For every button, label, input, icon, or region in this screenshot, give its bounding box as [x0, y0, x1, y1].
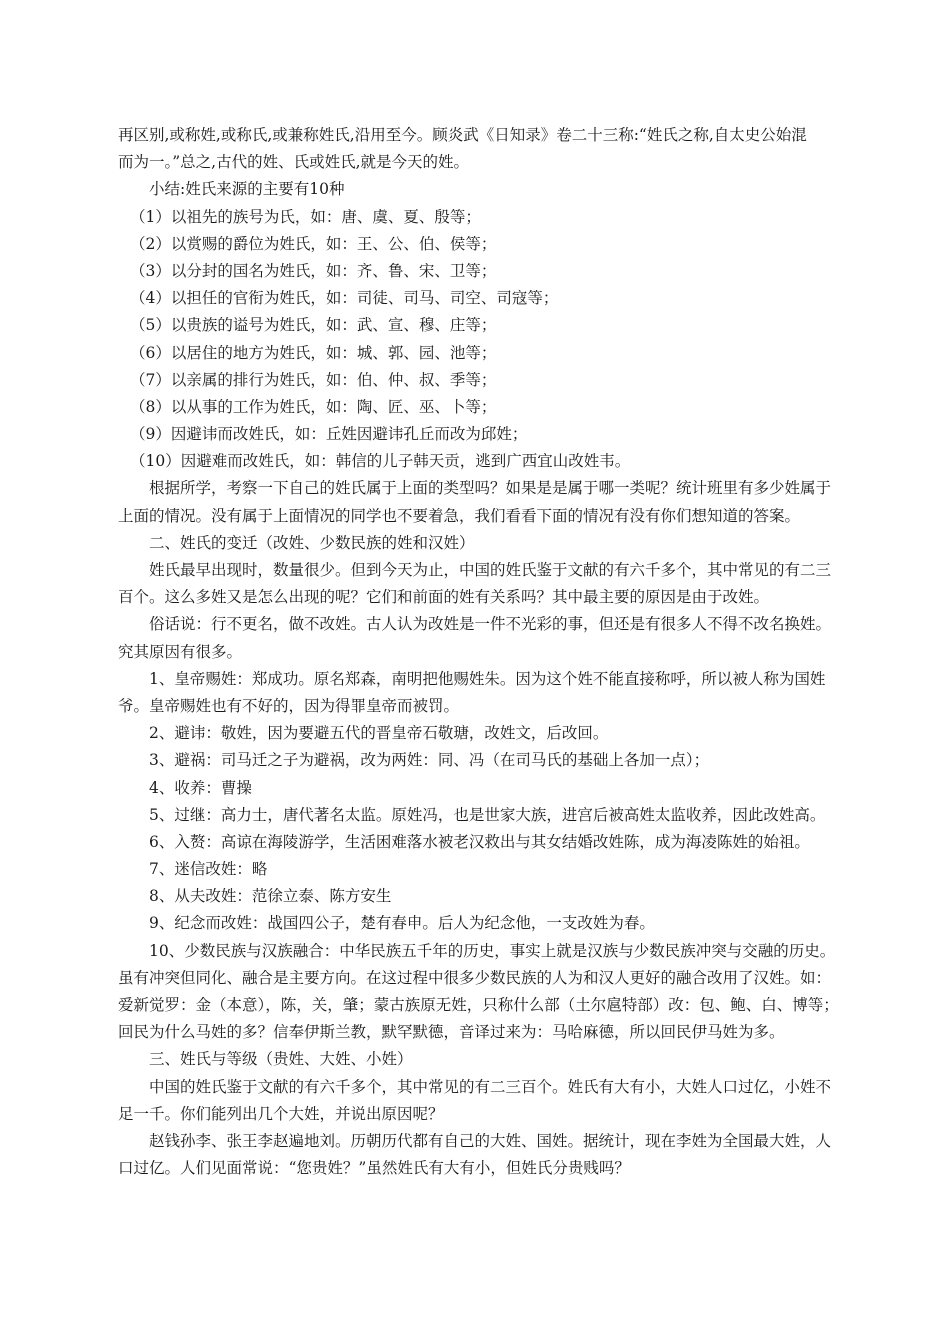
- text-line: 三、姓氏与等级（贵姓、大姓、小姓）: [149, 1050, 413, 1069]
- text-line: 中国的姓氏鉴于文献的有六千多个，其中常见的有二三百个。姓氏有大有小，大姓人口过亿，小姓不: [149, 1077, 832, 1096]
- text-line: （1）以祖先的族号为氏，如：唐、虞、夏、殷等；: [130, 207, 481, 226]
- text-line: 3、避祸：司马迁之子为避祸，改为两姓：同、冯（在司马氏的基础上各加一点）；: [149, 751, 710, 770]
- text-line: 爷。皇帝赐姓也有不好的，因为得罪皇帝而被罚。: [118, 696, 460, 715]
- text-line: 口过亿。人们见面常说：“您贵姓？”虽然姓氏有大有小，但姓氏分贵贱吗？: [118, 1159, 630, 1178]
- text-line: 虽有冲突但同化、融合是主要方向。在这过程中很多少数民族的人为和汉人更好的融合改用了汉姓。如：: [118, 968, 832, 987]
- text-line: （8）以从事的工作为姓氏，如：陶、匠、巫、卜等；: [130, 397, 497, 416]
- text-line: （9）因避讳而改姓氏，如：丘姓因避讳孔丘而改为邱姓；: [130, 425, 528, 444]
- text-line: 二、姓氏的变迁（改姓、少数民族的姓和汉姓）: [149, 533, 475, 552]
- text-line: 8、从夫改姓：范徐立泰、陈方安生: [149, 887, 392, 906]
- text-line: 究其原因有很多。: [118, 642, 243, 661]
- text-line: 小结:姓氏来源的主要有10种: [149, 180, 345, 199]
- text-line: 9、纪念而改姓：战国四公子，楚有春申。后人为纪念他，一支改姓为春。: [149, 914, 655, 933]
- text-line: 2、避讳：敬姓，因为要避五代的晋皇帝石敬瑭，改姓文，后改回。: [149, 724, 609, 743]
- text-line: 姓氏最早出现时，数量很少。但到今天为止，中国的姓氏鉴于文献的有六千多个，其中常见的有二三: [149, 561, 832, 579]
- text-line: 赵钱孙李、张王李赵遍地刘。历朝历代都有自己的大姓、国姓。据统计，现在李姓为全国最大姓，人: [149, 1131, 832, 1150]
- text-line: 而为一。”总之,古代的姓、氏或姓氏,就是今天的姓。: [118, 153, 470, 172]
- text-line: 根据所学，考察一下自己的姓氏属于上面的类型吗？如果是是属于哪一类呢？统计班里有多少姓属于: [149, 479, 832, 498]
- text-line: 6、入赘：高谅在海陵游学，生活困难落水被老汉救出与其女结婚改姓陈，成为海凌陈姓的始祖。: [149, 832, 810, 851]
- text-line: 4、收养：曹操: [149, 778, 252, 797]
- text-line: 爱新觉罗：金（本意），陈，关，肇；蒙古族原无姓，只称什么部（土尔扈特部）改：包、鲍、白、博等；: [118, 996, 839, 1014]
- text-line: （10）因避难而改姓氏，如：韩信的儿子韩天贡，逃到广西宜山改姓韦。: [130, 452, 631, 471]
- text-line: 足一千。你们能列出几个大姓，并说出原因呢？: [118, 1104, 444, 1123]
- text-line: 俗话说：行不更名，做不改姓。古人认为改姓是一件不光彩的事，但还是有很多人不得不改名换姓。: [149, 615, 832, 634]
- text-line: （5）以贵族的谥号为姓氏，如：武、宣、穆、庄等；: [130, 316, 497, 335]
- text-line: （7）以亲属的排行为姓氏，如：伯、仲、叔、季等；: [130, 370, 497, 389]
- text-line: 再区别,或称姓,或称氏,或兼称姓氏,沿用至今。顾炎武《日知录》卷二十三称:“姓氏之称,自太史公始混: [118, 126, 807, 144]
- text-line: 回民为什么马姓的多？信奉伊斯兰教，默罕默德，音译过来为：马哈麻德，所以回民伊马姓为多。: [118, 1023, 785, 1042]
- text-line: 7、迷信改姓：略: [149, 860, 268, 879]
- text-line: 10、少数民族与汉族融合：中华民族五千年的历史，事实上就是汉族与少数民族冲突与交融的历史。: [149, 941, 836, 960]
- text-line: （4）以担任的官衔为姓氏，如：司徒、司马、司空、司寇等；: [130, 289, 559, 308]
- text-line: 上面的情况。没有属于上面情况的同学也不要着急，我们看看下面的情况有没有你们想知道的答案。: [118, 506, 801, 525]
- text-line: （3）以分封的国名为姓氏，如：齐、鲁、宋、卫等；: [130, 261, 497, 280]
- text-line: （2）以赏赐的爵位为姓氏，如：王、公、伯、侯等；: [130, 234, 497, 253]
- text-line: 百个。这么多姓又是怎么出现的呢？它们和前面的姓有关系吗？其中最主要的原因是由于改姓。: [118, 588, 770, 607]
- document-body: [118, 122, 863, 1182]
- text-line: （6）以居住的地方为姓氏，如：城、郭、园、池等；: [130, 343, 497, 362]
- text-line: 1、皇帝赐姓：郑成功。原名郑森，南明把他赐姓朱。因为这个姓不能直接称呼，所以被人称为国姓: [149, 669, 826, 688]
- text-line: 5、过继：高力士，唐代著名太监。原姓冯，也是世家大族，进宫后被高姓太监收养，因此改姓高。: [149, 805, 826, 824]
